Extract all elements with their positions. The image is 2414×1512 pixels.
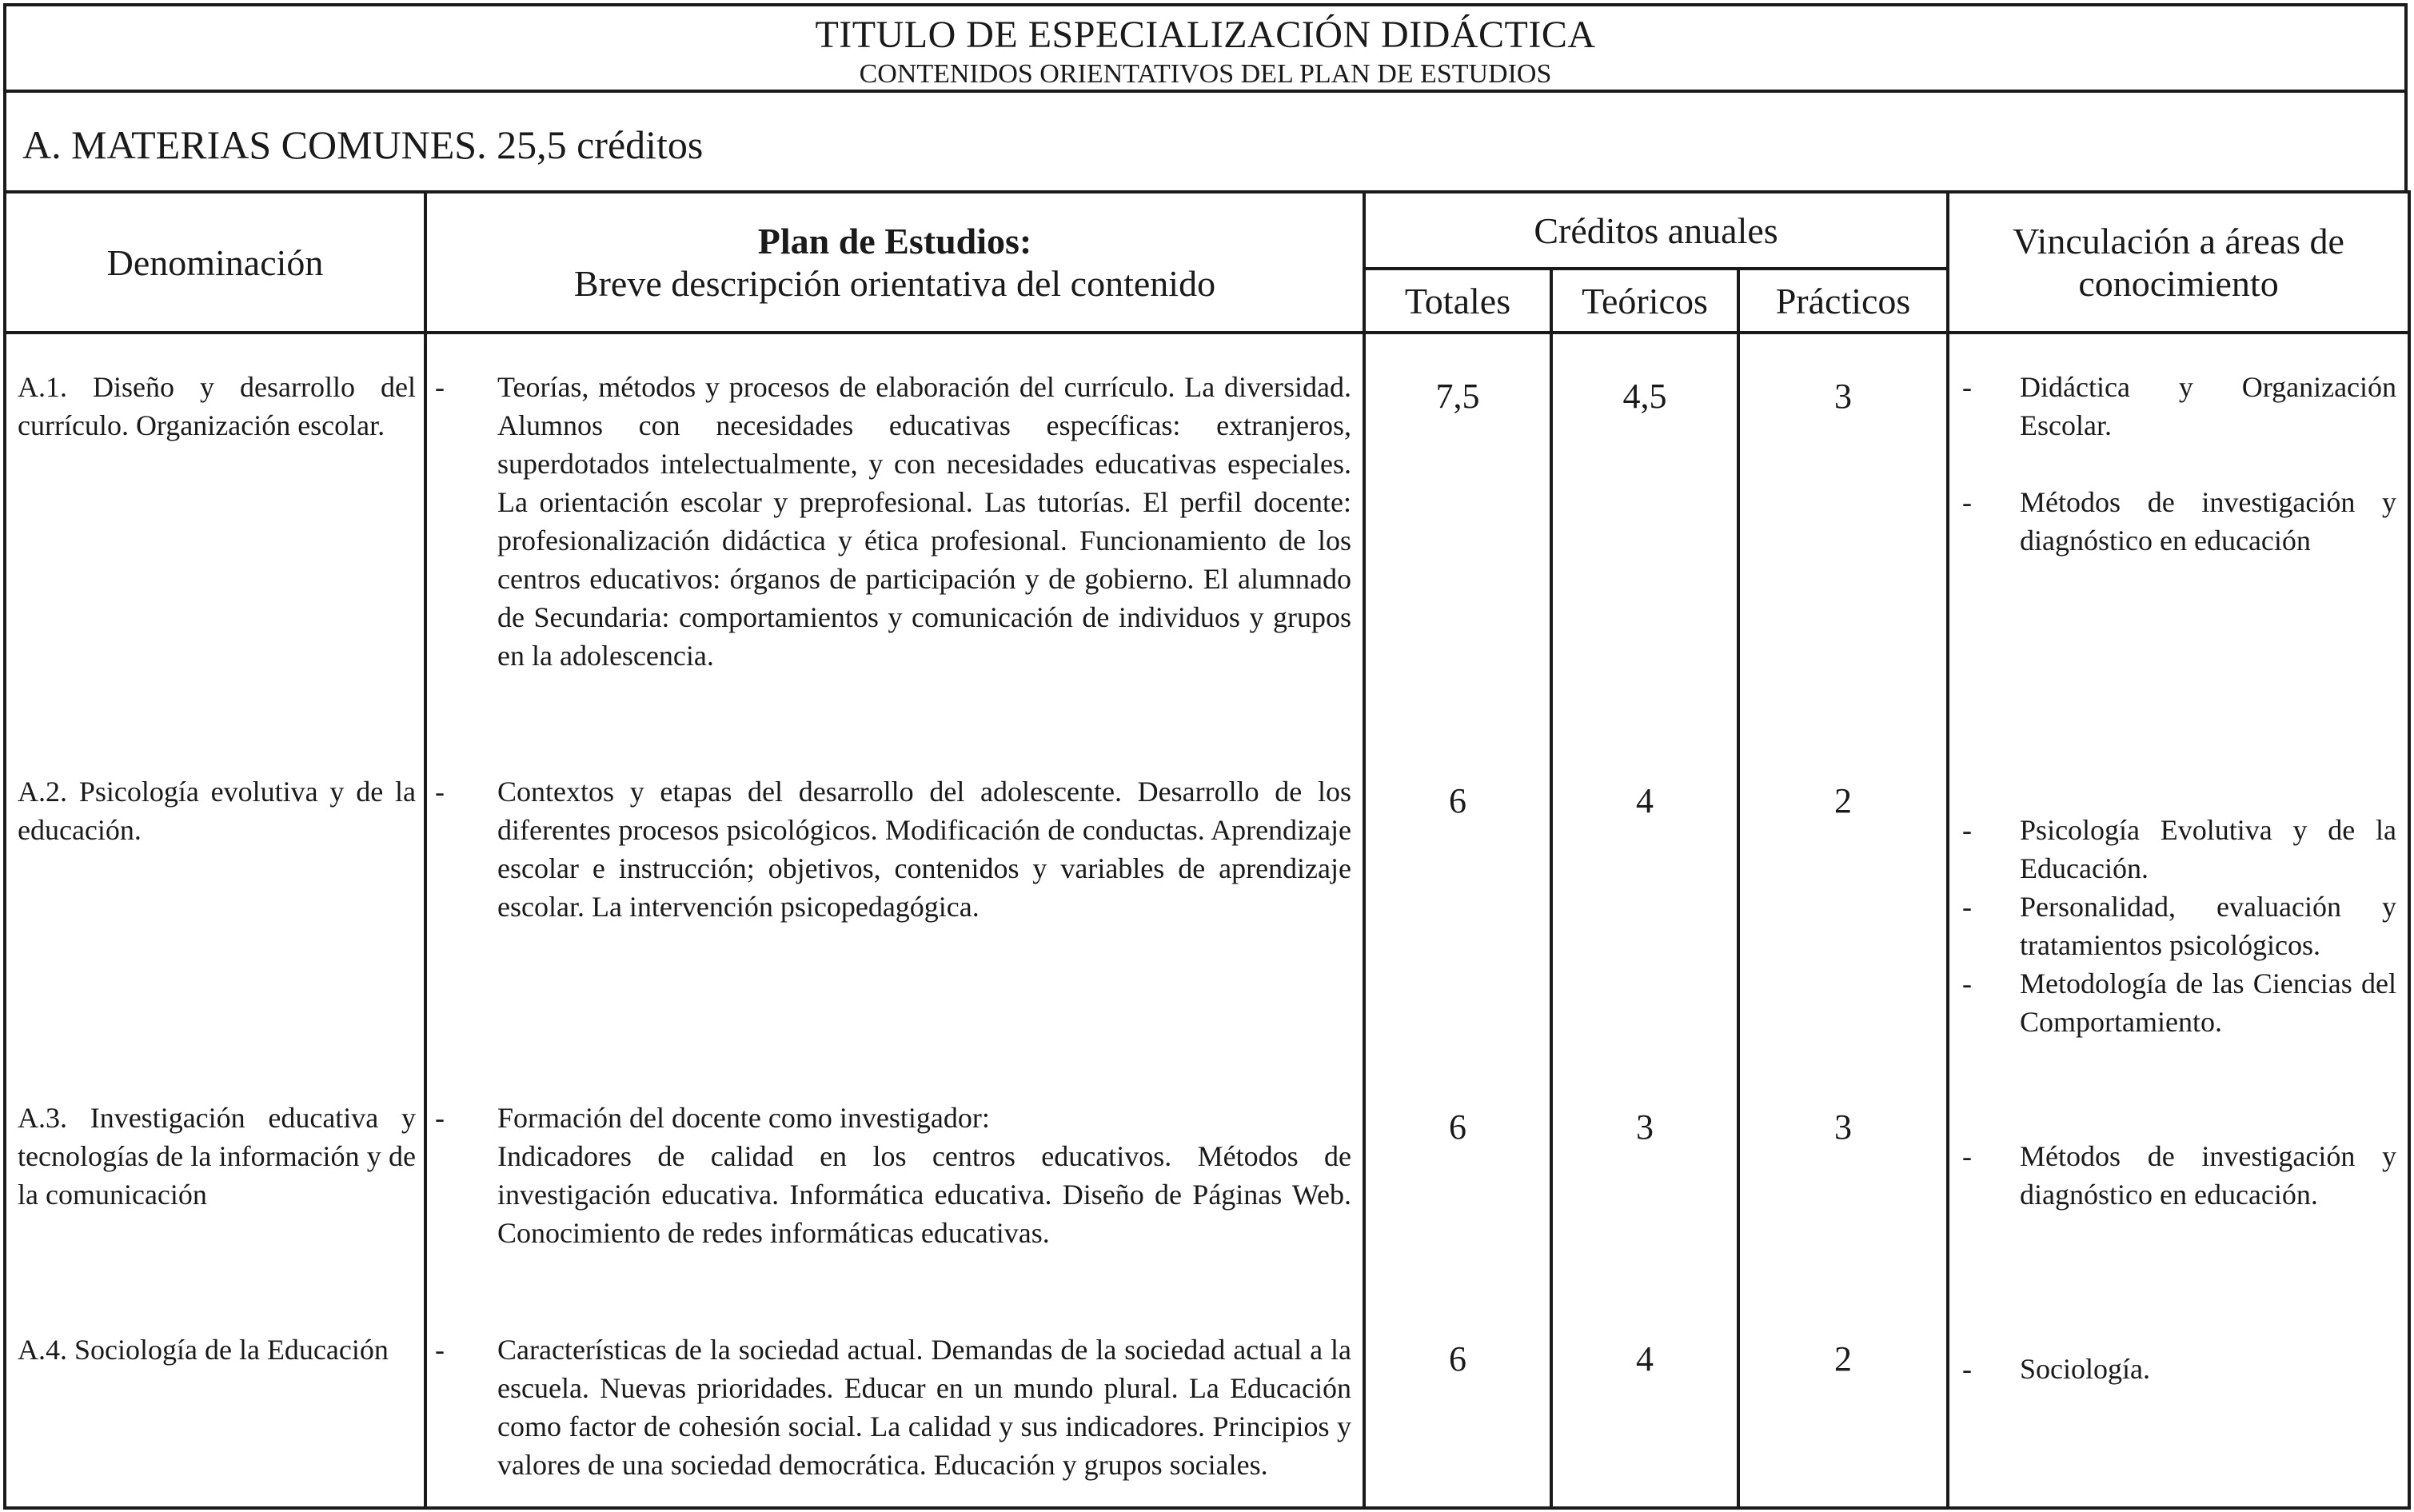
- row-teoricos: 4,5: [1551, 333, 1738, 739]
- area-label: Métodos de investigación y diagnóstico en educación: [2020, 486, 2397, 557]
- row-descripcion-cell: [425, 1065, 1364, 1297]
- bullet-dash: -: [435, 1334, 445, 1366]
- row-descripcion: Indicadores de calidad en los centros educativos. Métodos de investigación educativa. Informática educativa. Diseño de Páginas Web. Conocimiento de redes informáticas educativas.: [497, 1140, 1351, 1249]
- title-box: [3, 3, 2408, 93]
- table-row: [5, 1297, 2409, 1508]
- area-label: Sociología.: [2020, 1353, 2151, 1385]
- row-descripcion-cell: [425, 1297, 1364, 1508]
- header-vinculacion: Vinculación a áreas de conocimiento: [1948, 192, 2409, 333]
- bullet-dash: -: [435, 776, 445, 808]
- spacer: [1949, 772, 2396, 811]
- spacer: [1949, 1099, 2396, 1137]
- bullet-dash: -: [435, 371, 445, 403]
- row-descripcion-intro: Formación del docente como investigador:: [497, 1102, 990, 1134]
- section-title: A. MATERIAS COMUNES. 25,5 créditos: [22, 122, 704, 167]
- header-plan-title: Plan de Estudios:: [757, 221, 1032, 261]
- row-practicos: 3: [1738, 333, 1948, 739]
- row-teoricos: 4: [1551, 739, 1738, 1065]
- row-totales: 6: [1364, 1297, 1551, 1508]
- area-label: Métodos de investigación y diagnóstico en educación.: [2020, 1140, 2397, 1211]
- row-denominacion: A.3. Investigación educativa y tecnologías de la información y de la comunicación: [5, 1065, 425, 1297]
- area-label: Psicología Evolutiva y de la Educación.: [2020, 814, 2397, 884]
- header-totales: Totales: [1364, 269, 1551, 333]
- bullet-dash: -: [1962, 486, 1973, 518]
- spacer: [1949, 445, 2396, 483]
- row-denominacion: A.4. Sociología de la Educación: [5, 1297, 425, 1508]
- bullet-dash: -: [1962, 1353, 1973, 1385]
- row-areas: [1948, 1065, 2409, 1297]
- area-item: [1949, 888, 2396, 964]
- area-item: [1949, 964, 2396, 1041]
- row-teoricos: 4: [1551, 1297, 1738, 1508]
- document-subtitle: CONTENIDOS ORIENTATIVOS DEL PLAN DE ESTUDIOS: [859, 59, 1552, 89]
- row-totales: 7,5: [1364, 333, 1551, 739]
- row-descripcion-cell: [425, 739, 1364, 1065]
- row-areas: [1948, 1297, 2409, 1508]
- header-practicos: Prácticos: [1738, 269, 1948, 333]
- row-totales: 6: [1364, 739, 1551, 1065]
- row-areas: [1948, 333, 2409, 739]
- row-denominacion: A.1. Diseño y desarrollo del currículo. Organización escolar.: [5, 333, 425, 739]
- header-plan-description: Breve descripción orientativa del contenido: [573, 263, 1216, 304]
- table-row: [5, 1065, 2409, 1297]
- area-item: [1949, 368, 2396, 445]
- row-descripcion: Características de la sociedad actual. Demandas de la sociedad actual a la escuela. Nuevas prioridades. Educar en un mundo plural. La Educación como factor de cohesión social. La calidad y sus indicadores. Principios y valores de una sociedad democrática. Educación y grupos sociales.: [497, 1334, 1351, 1481]
- area-item: [1949, 1350, 2396, 1388]
- row-denominacion: A.2. Psicología evolutiva y de la educación.: [5, 739, 425, 1065]
- area-label: Personalidad, evaluación y tratamientos psicológicos.: [2020, 891, 2397, 961]
- row-descripcion: Teorías, métodos y procesos de elaboración del currículo. La diversidad. Alumnos con necesidades educativas específicas: extranjeros, superdotados intelectualmente, y con necesidades educativas especiales. La orientación escolar y preprofesional. Las tutorías. El perfil docente: profesionalización didáctica y ética profesional. Funcionamiento de los centros educativos: órganos de participación y de gobierno. El alumnado de Secundaria: comportamientos y comunicación de individuos y grupos en la adolescencia.: [497, 371, 1351, 672]
- row-practicos: 2: [1738, 739, 1948, 1065]
- bullet-dash: -: [1962, 891, 1973, 923]
- area-label: Metodología de las Ciencias del Comportamiento.: [2020, 967, 2397, 1038]
- table-row: [5, 333, 2409, 739]
- area-item: [1949, 1137, 2396, 1214]
- row-totales: 6: [1364, 1065, 1551, 1297]
- header-plan-de-estudios: [425, 192, 1364, 333]
- header-creditos-anuales: Créditos anuales: [1364, 192, 1948, 269]
- row-practicos: 2: [1738, 1297, 1948, 1508]
- row-areas: [1948, 739, 2409, 1065]
- header-denominacion: Denominación: [5, 192, 425, 333]
- bullet-dash: -: [1962, 814, 1973, 846]
- row-descripcion-cell: [425, 333, 1364, 739]
- header-teoricos: Teóricos: [1551, 269, 1738, 333]
- bullet-dash: -: [1962, 1140, 1973, 1172]
- bullet-dash: -: [1962, 967, 1973, 999]
- row-practicos: 3: [1738, 1065, 1948, 1297]
- bullet-dash: -: [1962, 371, 1973, 403]
- area-item: [1949, 811, 2396, 888]
- section-header-box: [3, 90, 2408, 193]
- area-item: [1949, 483, 2396, 560]
- study-plan-table: [3, 190, 2411, 1510]
- area-label: Didáctica y Organización Escolar.: [2020, 371, 2397, 441]
- table-row: [5, 739, 2409, 1065]
- bullet-dash: -: [435, 1102, 445, 1134]
- row-descripcion: Contextos y etapas del desarrollo del adolescente. Desarrollo de los diferentes procesos psicológicos. Modificación de conductas. Aprendizaje escolar e instrucción; objetivos, contenidos y variables de aprendizaje escolar. La intervención psicopedagógica.: [497, 776, 1351, 923]
- row-teoricos: 3: [1551, 1065, 1738, 1297]
- document-title: TITULO DE ESPECIALIZACIÓN DIDÁCTICA: [815, 14, 1596, 56]
